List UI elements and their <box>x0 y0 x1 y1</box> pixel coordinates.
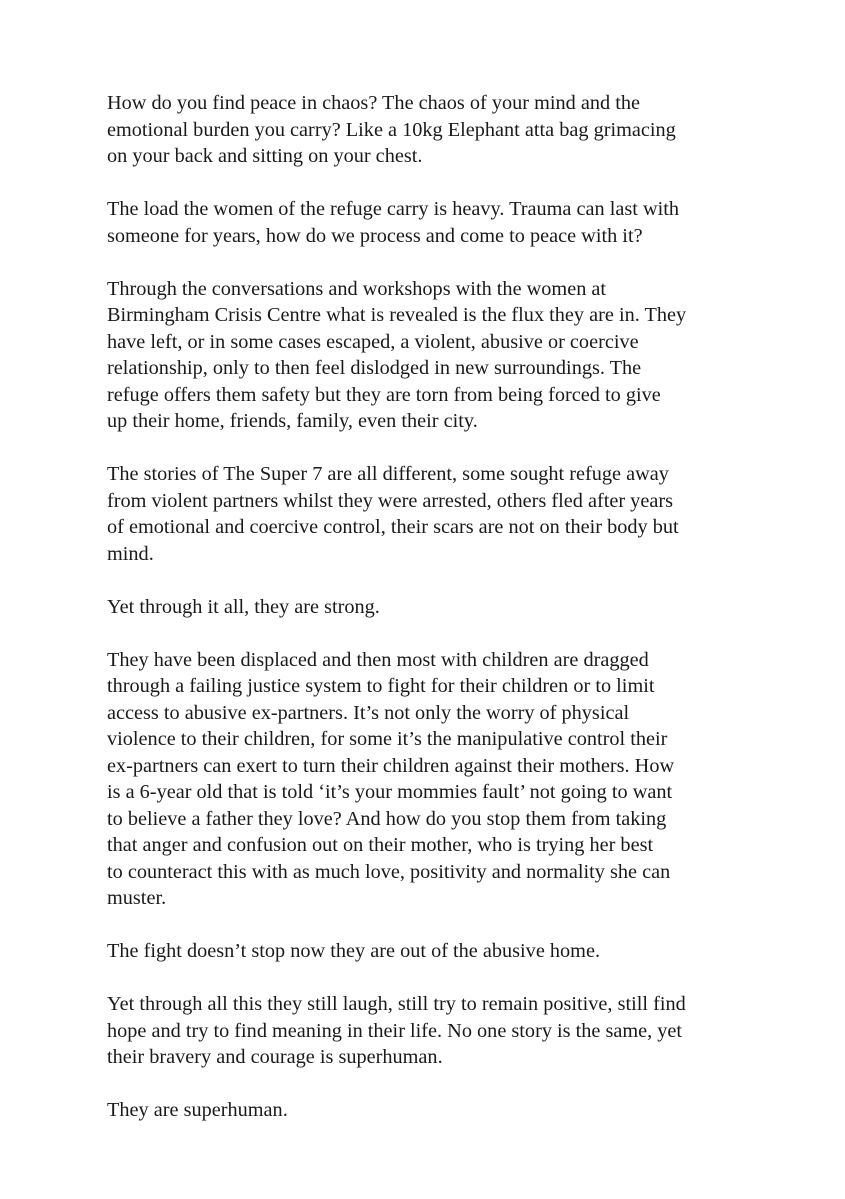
paragraph-6: They have been displaced and then most with children are dragged through a failing justice system to fight for their children or to limit access to abusive ex-partners. It’s not only the worry of physical violence to their children, for some it’s the manipulative control their ex-partners can exert to turn their children against their mothers. How is a 6-year old that is told ‘it’s your mommies fault’ not going to want to believe a father they love? And how do you stop them from taking that anger and confusion out on their mother, who is trying her best to counteract this with as much love, positivity and normality she can muster. <box>107 648 675 909</box>
paragraph-5: Yet through it all, they are strong. <box>107 595 380 618</box>
paragraph-9: They are superhuman. <box>107 1099 288 1121</box>
paragraph-4: The stories of The Super 7 are all different, some sought refuge away from violent partners whilst they were arrested, others fled after years of emotional and coercive control, their scars are not on their body but mind. <box>107 463 679 565</box>
paragraph-1: How do you find peace in chaos? The chaos of your mind and the emotional burden you carry? Like a 10kg Elephant atta bag grimacing on your back and sitting on your chest. <box>107 92 676 167</box>
paragraph-8: Yet through all this they still laugh, still try to remain positive, still find hope and try to find meaning in their life. No one story is the same, yet their bravery and courage is superhuman. <box>107 993 686 1068</box>
paragraph-3: Through the conversations and workshops with the women at Birmingham Crisis Centre what is revealed is the flux they are in. They have left, or in some cases escaped, a violent, abusive or coercive relationship, only to then feel dislodged in new surroundings. The refuge offers them safety but they are torn from being forced to give up their home, friends, family, even their city. <box>107 277 687 432</box>
paragraph-7: The fight doesn’t stop now they are out of the abusive home. <box>107 940 601 962</box>
paragraph-2: The load the women of the refuge carry is heavy. Trauma can last with someone for years, how do we process and come to peace with it? <box>107 198 680 247</box>
body-text <box>107 90 757 1124</box>
